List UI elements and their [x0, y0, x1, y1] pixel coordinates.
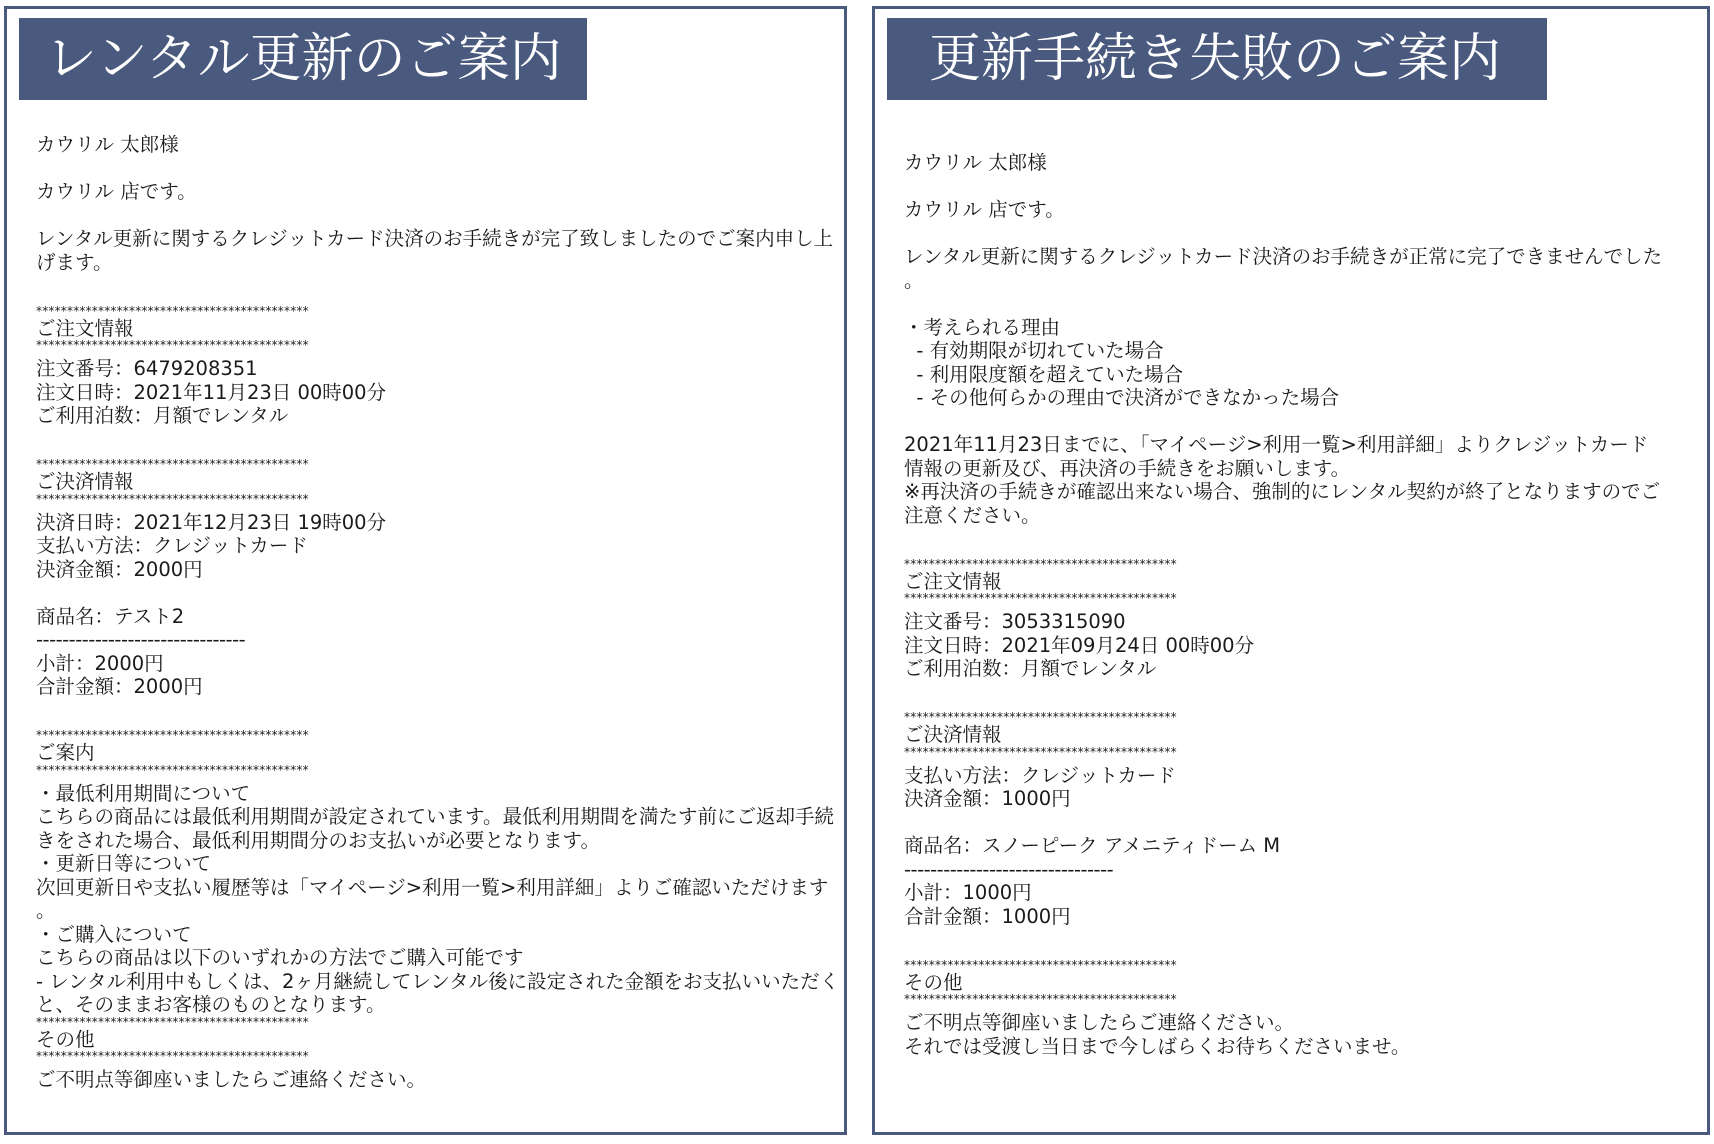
payment-amount: 決済金額：2000円 [36, 557, 203, 581]
payment-method: 支払い方法：クレジットカード [36, 534, 308, 557]
request-line: ※再決済の手続きが確認出来ない場合、強制的にレンタル契約が終了となりますのでご [904, 480, 1661, 503]
greeting: カウリル 太郎様 [36, 133, 179, 156]
guide-line: きをされた場合、最低利用期間分のお支払いが必要となります。 [36, 828, 600, 852]
sender: カウリル 店です。 [904, 198, 1065, 221]
sender: カウリル 店です。 [36, 180, 197, 203]
payment-date: 決済日時：2021年12月23日 19時00分 [36, 510, 387, 534]
product-name: 商品名：テスト2 [36, 604, 185, 628]
intro-line: レンタル更新に関するクレジットカード決済のお手続きが完了致しましたのでご案内申し上 [36, 227, 834, 250]
guide-line: と、そのままお客様のものとなります。 [36, 993, 386, 1016]
guide-line: 次回更新日や支払い履歴等は「マイページ>利用一覧>利用詳細」よりご確認いただけます [36, 875, 829, 899]
guide-line: こちらの商品には最低利用期間が設定されています。最低利用期間を満たす前にご返却手続 [36, 805, 834, 828]
separator: ******************************************** [36, 340, 309, 352]
payment-info-heading: ご決済情報 [904, 723, 1002, 746]
dash-separator: -------------------------------- [36, 628, 246, 651]
reason-line: ・考えられる理由 [904, 315, 1061, 339]
separator: ******************************************** [904, 556, 1177, 570]
payment-method: 支払い方法：クレジットカード [904, 763, 1176, 787]
guide-line: - レンタル利用中もしくは、2ヶ月継続してレンタル後に設定された金額をお支払いいただく [36, 969, 840, 993]
renewal-notice-panel [4, 6, 847, 1135]
order-date: 注文日時：2021年11月23日 00時00分 [36, 380, 387, 404]
separator: ******************************************** [904, 957, 1177, 971]
reason-line: - 有効期限が切れていた場合 [904, 339, 1164, 362]
separator: ******************************************** [36, 728, 309, 741]
request-line: 注意ください。 [904, 503, 1041, 527]
order-number: 注文番号：6479208351 [36, 357, 258, 380]
dash-separator: -------------------------------- [904, 857, 1114, 881]
intro-line: 。 [904, 268, 924, 292]
guide-line: こちらの商品は以下のいずれかの方法でご購入可能です [36, 946, 524, 969]
subtotal: 小計：2000円 [36, 651, 164, 675]
other-heading: その他 [36, 1027, 95, 1051]
order-info-heading: ご注文情報 [904, 569, 1002, 593]
guide-line: ・最低利用期間について [36, 781, 251, 805]
separator: ******************************************** [36, 493, 309, 506]
guide-heading: ご案内 [36, 741, 95, 764]
separator: ******************************************** [36, 1051, 309, 1063]
intro-line: げます。 [36, 250, 113, 274]
total-amount: 合計金額：1000円 [904, 904, 1071, 928]
separator: ******************************************** [904, 746, 1177, 759]
other-heading: その他 [904, 970, 963, 994]
stay-count: ご利用泊数：月額でレンタル [904, 657, 1157, 680]
guide-line: 。 [36, 899, 56, 922]
request-line: 情報の更新及び、再決済の手続きをお願いします。 [904, 456, 1351, 480]
reason-line: - その他何らかの理由で決済ができなかった場合 [904, 386, 1340, 409]
contact-line: それでは受渡し当日まで今しばらくお待ちくださいませ。 [904, 1034, 1411, 1058]
total-amount: 合計金額：2000円 [36, 675, 203, 698]
payment-amount: 決済金額：1000円 [904, 787, 1071, 810]
failure-mail-body [904, 151, 1691, 1058]
separator: ******************************************** [36, 303, 309, 317]
separator: ******************************************** [36, 457, 309, 470]
reason-line: - 利用限度額を超えていた場合 [904, 362, 1184, 386]
renewal-failure-panel [872, 6, 1710, 1135]
guide-line: ・ご購入について [36, 922, 192, 946]
renewal-notice-title: レンタル更新のご案内 [19, 18, 587, 100]
order-info-heading: ご注文情報 [36, 316, 134, 340]
separator: ******************************************** [36, 1016, 309, 1028]
order-number: 注文番号：3053315090 [904, 610, 1126, 633]
contact-line: ご不明点等御座いましたらご連絡ください。 [36, 1068, 427, 1091]
contact-line: ご不明点等御座いましたらご連絡ください。 [904, 1011, 1295, 1034]
separator: ******************************************** [904, 710, 1177, 723]
payment-info-heading: ご決済情報 [36, 470, 134, 493]
renewal-mail-body [36, 133, 840, 1092]
separator: ******************************************** [904, 994, 1177, 1006]
renewal-failure-title: 更新手続き失敗のご案内 [887, 18, 1547, 100]
product-name: 商品名：スノーピーク アメニティドーム M [904, 834, 1281, 857]
intro-line: レンタル更新に関するクレジットカード決済のお手続きが正常に完了できませんでした [904, 245, 1663, 268]
subtotal: 小計：1000円 [904, 881, 1032, 904]
stay-count: ご利用泊数：月額でレンタル [36, 404, 289, 427]
greeting: カウリル 太郎様 [904, 151, 1047, 174]
order-date: 注文日時：2021年09月24日 00時00分 [904, 633, 1255, 657]
separator: ******************************************** [904, 593, 1177, 605]
guide-line: ・更新日等について [36, 852, 212, 875]
request-line: 2021年11月23日までに、「マイページ>利用一覧>利用詳細」よりクレジットカード [904, 433, 1649, 456]
separator: ******************************************** [36, 764, 309, 777]
